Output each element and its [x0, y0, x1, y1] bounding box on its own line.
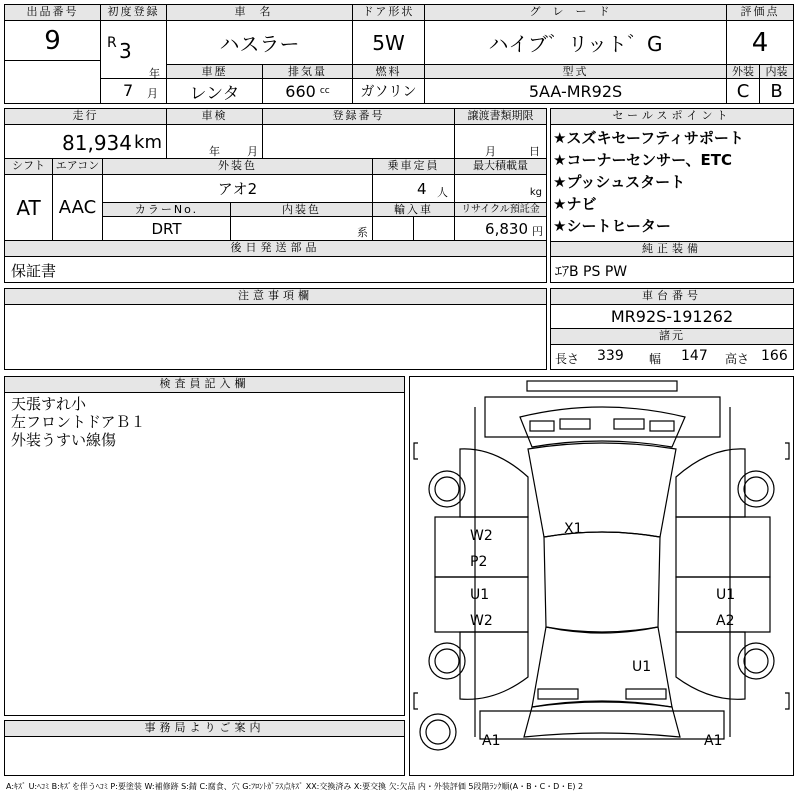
mileage-cell — [5, 125, 167, 159]
notes-box — [4, 288, 547, 370]
shift: AT — [5, 175, 53, 241]
grille-left — [560, 419, 590, 429]
first-reg-year — [101, 21, 167, 79]
tail-lamp-left — [538, 689, 578, 699]
load-cell — [455, 175, 546, 203]
inspection-cell — [167, 125, 263, 159]
displacement: 660 — [285, 81, 316, 101]
hood — [520, 407, 685, 447]
fuel: ガソリン — [353, 79, 425, 103]
inspector-box — [4, 376, 405, 716]
capacity-cell — [373, 175, 455, 203]
grade: ハイブ゛リット゛G — [425, 21, 727, 65]
mileage-label: 走行 — [5, 109, 167, 125]
car-diagram — [410, 377, 793, 775]
office-label: 事務局よりご案内 — [5, 721, 404, 737]
selling-point: ★スズキセーフティサポート — [553, 129, 744, 147]
selling-point: ★シートヒーター — [553, 217, 671, 235]
notes-label: 注意事項欄 — [5, 289, 546, 305]
color: アオ2 — [103, 175, 373, 203]
recycle-label: リサイクル預託金 — [455, 203, 546, 217]
damage-marks — [470, 521, 735, 749]
first-reg-month — [101, 79, 167, 103]
transfer-label: 譲渡書類期限 — [455, 109, 546, 125]
int-color-label: 内装色 — [231, 203, 373, 217]
ac: AAC — [53, 175, 103, 241]
displacement-unit: cc — [319, 86, 330, 96]
load-unit: kg — [529, 187, 542, 198]
int-color-unit: 系 — [357, 226, 368, 239]
car-diagram-box — [409, 376, 794, 776]
color-label: 外装色 — [103, 159, 373, 175]
exterior-grade: C — [727, 79, 760, 103]
chassis-number: MR92S-191262 — [551, 305, 793, 329]
office-box — [4, 720, 405, 776]
load-label: 最大積載量 — [455, 159, 546, 175]
dims-label: 諸元 — [551, 329, 793, 345]
grille-right — [614, 419, 644, 429]
vehicle-info-box — [4, 108, 547, 283]
windshield — [528, 443, 676, 537]
height: 166 — [761, 348, 788, 364]
capacity-label: 乗車定員 — [373, 159, 455, 175]
car-name-label: 車名 — [167, 5, 353, 21]
selling-points-list — [553, 127, 791, 237]
inspector-notes — [11, 395, 146, 449]
interior-grade: B — [770, 80, 783, 102]
int-color-cell — [231, 217, 373, 241]
fuel-label: 燃料 — [353, 65, 425, 79]
selling-point: ★ナビ — [553, 195, 597, 213]
interior-label: 内装 — [760, 65, 793, 79]
transfer-cell — [455, 125, 546, 159]
brackets — [414, 443, 789, 709]
selling-points-label: セールスポイント — [551, 109, 793, 125]
door-label: ドア形状 — [353, 5, 425, 21]
length-label: 長さ — [555, 352, 580, 366]
rear-bumper — [480, 711, 724, 739]
headlamp-left — [530, 421, 554, 431]
model: 5AA-MR92S — [425, 79, 727, 103]
recycle: 6,830 — [485, 220, 528, 238]
inspection-label: 車検 — [167, 109, 263, 125]
later-parts-cell — [5, 257, 546, 282]
chassis-box — [550, 288, 794, 370]
mark: U1 — [716, 587, 736, 603]
reg-no-cell — [263, 125, 455, 159]
mark: U1 — [470, 587, 490, 603]
exterior-label: 外装 — [727, 65, 760, 79]
right-front-fender — [676, 449, 745, 517]
width: 147 — [681, 348, 708, 364]
selling-point: ★プッシュスタート — [553, 173, 686, 191]
reg-month: 7 — [123, 81, 134, 100]
mark: A1 — [482, 733, 501, 749]
front-bumper — [527, 381, 677, 391]
mark: U1 — [632, 659, 652, 675]
inspector-label: 検査員記入欄 — [5, 377, 404, 393]
first-reg-label: 初度登録 — [101, 5, 167, 21]
length: 339 — [597, 348, 624, 364]
import-cell-b — [414, 217, 455, 241]
capacity: 4 — [417, 180, 427, 198]
genuine-value: ｴｱB PS PW — [555, 264, 628, 280]
height-label: 高さ — [725, 352, 750, 366]
transfer-day-unit: 日 — [529, 145, 540, 158]
chassis-label: 車台番号 — [551, 289, 793, 305]
mileage: 81,934 — [62, 131, 132, 155]
right-front-door — [676, 517, 770, 577]
history: レンタ — [167, 79, 263, 103]
year-unit: 年 — [149, 67, 160, 79]
inspection-year-unit: 年 — [209, 145, 220, 158]
dims-row — [551, 347, 793, 369]
mark: P2 — [470, 554, 488, 570]
later-parts-label: 後日発送部品 — [5, 241, 546, 257]
reg-no-label: 登録番号 — [263, 109, 455, 125]
tailgate — [524, 702, 680, 737]
import-cell-a — [373, 217, 414, 241]
tail-lamp-right — [626, 689, 666, 699]
later-parts: 保証書 — [11, 262, 57, 280]
mark: X1 — [564, 521, 583, 537]
mark: A2 — [716, 613, 735, 629]
door-type: 5W — [353, 21, 425, 65]
grade-label: グレード — [425, 5, 727, 21]
right-rear-fender — [676, 632, 745, 699]
left-rear-fender — [460, 632, 528, 699]
mark: W2 — [470, 613, 493, 629]
lot-label: 出品番号 — [5, 5, 101, 21]
score: 4 — [727, 21, 793, 65]
displacement-label: 排気量 — [263, 65, 353, 79]
model-label: 型式 — [425, 65, 727, 79]
genuine-label: 純正装備 — [551, 241, 793, 257]
inspector-line: 左フロントドアＢ１ — [11, 413, 146, 431]
roof-panel — [544, 532, 660, 632]
left-front-fender — [460, 449, 528, 517]
recycle-unit: 円 — [532, 225, 543, 238]
capacity-unit: 人 — [437, 186, 448, 199]
color-no-label: カラーNo. — [103, 203, 231, 217]
selling-points-box — [550, 108, 794, 283]
lot-number: 9 — [5, 21, 101, 61]
color-no: DRT — [103, 217, 231, 241]
header-box — [4, 4, 794, 104]
inspector-line: 天張すれ小 — [11, 395, 87, 413]
mark: W2 — [470, 528, 493, 544]
mileage-unit: km — [134, 132, 162, 153]
recycle-cell — [455, 217, 546, 241]
width-label: 幅 — [649, 352, 662, 366]
displacement-cell — [263, 79, 353, 103]
era: R — [107, 35, 117, 51]
headlamp-right — [650, 421, 674, 431]
lot-blank — [5, 61, 101, 103]
inspection-month-unit: 月 — [247, 145, 258, 158]
mark: A1 — [704, 733, 723, 749]
history-label: 車歴 — [167, 65, 263, 79]
selling-point: ★コーナーセンサー、ETC — [553, 151, 733, 169]
ac-label: エアコン — [53, 159, 103, 175]
transfer-month-unit: 月 — [485, 145, 496, 158]
score-label: 評価点 — [727, 5, 793, 21]
import-label: 輸入車 — [373, 203, 455, 217]
shift-label: シフト — [5, 159, 53, 175]
inspector-line: 外装うすい線傷 — [11, 431, 117, 449]
car-name: ハスラー — [167, 21, 353, 65]
reg-year: 3 — [119, 39, 132, 63]
month-unit: 月 — [147, 87, 158, 100]
legend: A:ｷｽﾞ U:ﾍｺﾐ B:ｷｽﾞを伴うﾍｺﾐ P:要塗装 W:補修跡 S:錆 C:腐食、穴 G:ﾌﾛﾝﾄｶﾞﾗｽ点ｷｽﾞ XX:交換済み X:要交換 欠:欠品 内・外装評価 5段階ﾗﾝｸ順(A・B・C・D・E) 2 — [6, 782, 584, 791]
